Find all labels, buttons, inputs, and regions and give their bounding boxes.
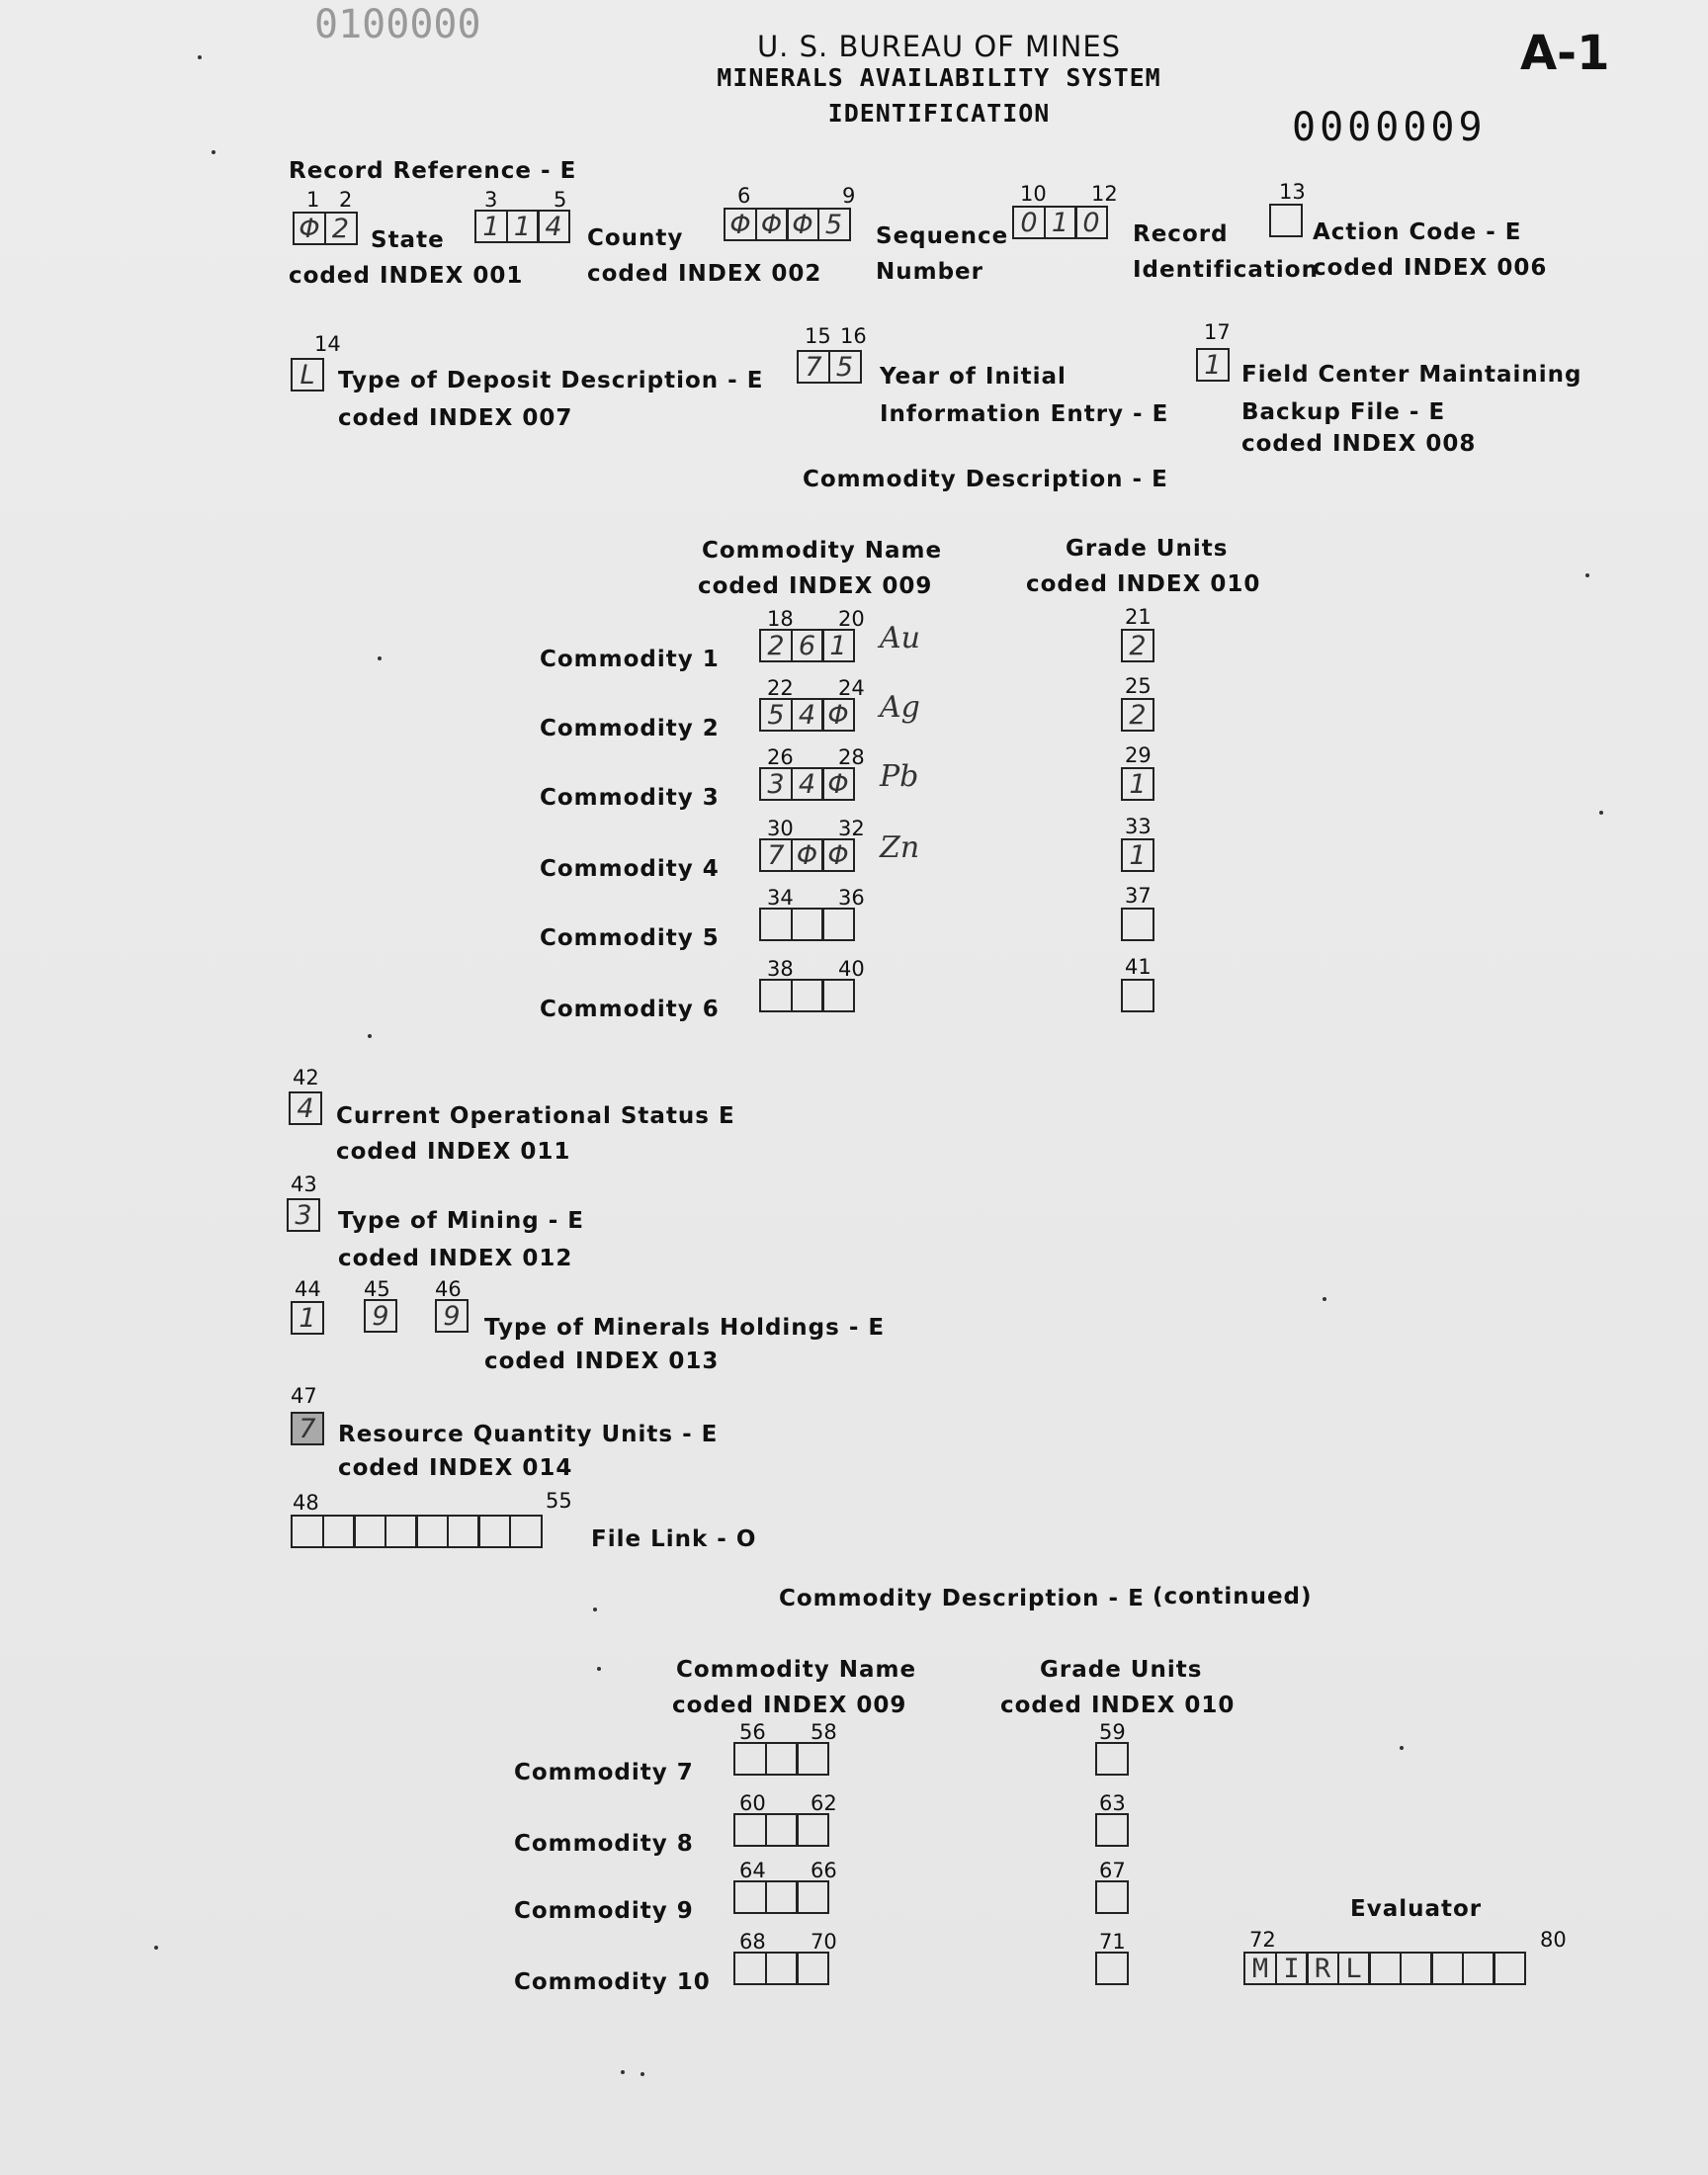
col-number: 66 bbox=[811, 1859, 837, 1882]
evaluator-cell[interactable] bbox=[1368, 1952, 1402, 1985]
entry-cell[interactable]: 5 bbox=[828, 350, 862, 384]
grade-unit-cell[interactable] bbox=[1095, 1813, 1129, 1847]
col-number: 12 bbox=[1091, 182, 1118, 206]
col-number: 5 bbox=[554, 188, 567, 212]
entry-cell[interactable] bbox=[759, 979, 793, 1012]
header-line3: IDENTIFICATION bbox=[827, 99, 1051, 128]
entry-cell[interactable]: 5 bbox=[817, 208, 851, 241]
col-number: 25 bbox=[1125, 674, 1152, 698]
col-number: 36 bbox=[838, 886, 865, 910]
commodity-row-label: Commodity 3 bbox=[540, 785, 720, 811]
speck bbox=[198, 55, 202, 59]
commodity-name-index-2: coded INDEX 009 bbox=[672, 1693, 907, 1718]
commodity-row-label: Commodity 1 bbox=[540, 647, 720, 672]
entry-cell[interactable] bbox=[291, 1515, 324, 1548]
speck bbox=[621, 2070, 625, 2074]
col-number: 26 bbox=[767, 745, 794, 769]
entry-cell[interactable]: Φ bbox=[821, 767, 855, 801]
sequence-cells bbox=[724, 208, 851, 241]
commodity-code-cells bbox=[733, 1952, 829, 1985]
status-label: Current Operational Status E bbox=[336, 1103, 735, 1129]
speck bbox=[154, 1946, 158, 1950]
holdings-cell[interactable]: 1 bbox=[291, 1301, 324, 1335]
grade-units-index-2: coded INDEX 010 bbox=[1000, 1693, 1236, 1718]
col-number: 63 bbox=[1099, 1791, 1126, 1815]
resource-units-cell[interactable]: 7 bbox=[291, 1412, 324, 1445]
entry-cell[interactable] bbox=[447, 1515, 480, 1548]
entry-cell[interactable]: Φ bbox=[786, 208, 819, 241]
speck bbox=[378, 656, 382, 660]
col-number: 28 bbox=[838, 745, 865, 769]
entry-cell[interactable] bbox=[477, 1515, 511, 1548]
county-label: County bbox=[587, 225, 684, 251]
commodity-code-cells bbox=[733, 1742, 829, 1776]
header-line2: MINERALS AVAILABILITY SYSTEM bbox=[717, 63, 1161, 92]
col-number: 9 bbox=[842, 184, 856, 208]
commodity-code-cells bbox=[759, 629, 855, 662]
state-index: coded INDEX 001 bbox=[289, 263, 524, 289]
entry-cell[interactable] bbox=[791, 908, 824, 941]
grade-unit-cell[interactable]: 1 bbox=[1121, 838, 1154, 872]
col-number: 41 bbox=[1125, 955, 1152, 979]
grade-unit-cell[interactable]: 2 bbox=[1121, 629, 1154, 662]
col-number: 45 bbox=[364, 1277, 390, 1301]
entry-cell[interactable]: 4 bbox=[537, 210, 570, 243]
mining-cell[interactable]: 3 bbox=[287, 1198, 320, 1232]
entry-cell[interactable]: 2 bbox=[324, 212, 358, 245]
record-reference-label: Record Reference - E bbox=[289, 158, 577, 184]
col-number: 68 bbox=[739, 1930, 766, 1954]
commodity-row-label: Commodity 5 bbox=[540, 925, 720, 951]
doc-number: 0000009 bbox=[1292, 105, 1487, 150]
evaluator-cell[interactable] bbox=[1462, 1952, 1495, 1985]
speck bbox=[1400, 1746, 1404, 1750]
col-number: 29 bbox=[1125, 743, 1152, 767]
col-number: 47 bbox=[291, 1384, 317, 1408]
col-number: 38 bbox=[767, 957, 794, 981]
col-number: 59 bbox=[1099, 1720, 1126, 1744]
field-center-label-2: Backup File - E bbox=[1241, 399, 1446, 425]
grade-unit-cell[interactable] bbox=[1121, 979, 1154, 1012]
evaluator-cells bbox=[1243, 1952, 1526, 1985]
col-number: 13 bbox=[1279, 180, 1306, 204]
mining-index: coded INDEX 012 bbox=[338, 1246, 573, 1271]
col-number: 14 bbox=[314, 332, 341, 356]
year-label-2: Information Entry - E bbox=[880, 401, 1169, 427]
evaluator-cell[interactable]: M bbox=[1243, 1952, 1277, 1985]
state-label: State bbox=[371, 227, 445, 253]
county-cells bbox=[474, 210, 570, 243]
entry-cell[interactable] bbox=[796, 1813, 829, 1847]
file-link-cells bbox=[291, 1515, 543, 1548]
col-number: 24 bbox=[838, 676, 865, 700]
entry-cell[interactable]: 4 bbox=[791, 767, 824, 801]
entry-cell[interactable]: 7 bbox=[759, 838, 793, 872]
entry-cell[interactable]: Φ bbox=[791, 838, 824, 872]
deposit-label: Type of Deposit Description - E bbox=[338, 368, 764, 393]
col-number: 3 bbox=[484, 188, 498, 212]
evaluator-cell[interactable] bbox=[1493, 1952, 1526, 1985]
col-number: 60 bbox=[739, 1791, 766, 1815]
commodity-row-label: Commodity 2 bbox=[540, 716, 720, 741]
handwritten-note: Au bbox=[880, 621, 920, 655]
grade-unit-cell[interactable] bbox=[1095, 1952, 1129, 1985]
entry-cell[interactable] bbox=[733, 1742, 767, 1776]
commodity-code-cells bbox=[733, 1813, 829, 1847]
holdings-cell[interactable]: 9 bbox=[435, 1299, 469, 1333]
entry-cell[interactable] bbox=[791, 979, 824, 1012]
col-number: 16 bbox=[840, 324, 867, 348]
entry-cell[interactable] bbox=[509, 1515, 543, 1548]
entry-cell[interactable]: 1 bbox=[506, 210, 540, 243]
entry-cell[interactable] bbox=[353, 1515, 386, 1548]
grade-unit-cell[interactable]: 1 bbox=[1121, 767, 1154, 801]
status-cell[interactable]: 4 bbox=[289, 1091, 322, 1125]
resource-units-index: coded INDEX 014 bbox=[338, 1455, 573, 1481]
entry-cell[interactable] bbox=[765, 1952, 799, 1985]
speck bbox=[640, 2072, 644, 2076]
commodity-row-label: Commodity 6 bbox=[540, 997, 720, 1022]
entry-cell[interactable] bbox=[765, 1742, 799, 1776]
entry-cell[interactable]: Φ bbox=[724, 208, 757, 241]
entry-cell[interactable]: 4 bbox=[791, 698, 824, 732]
entry-cell[interactable] bbox=[733, 1952, 767, 1985]
grade-units-index: coded INDEX 010 bbox=[1026, 571, 1261, 597]
col-number: 56 bbox=[739, 1720, 766, 1744]
commodity-code-cells bbox=[733, 1880, 829, 1914]
entry-cell[interactable]: 1 bbox=[1044, 206, 1077, 239]
col-number: 67 bbox=[1099, 1859, 1126, 1882]
col-number: 43 bbox=[291, 1173, 317, 1196]
col-number: 37 bbox=[1125, 884, 1152, 908]
col-number: 6 bbox=[737, 184, 751, 208]
col-number: 72 bbox=[1249, 1928, 1276, 1952]
entry-cell[interactable] bbox=[796, 1952, 829, 1985]
deposit-index: coded INDEX 007 bbox=[338, 405, 573, 431]
entry-cell[interactable] bbox=[733, 1813, 767, 1847]
commodity-row-label: Commodity 4 bbox=[540, 856, 720, 882]
entry-cell[interactable] bbox=[384, 1515, 418, 1548]
deposit-cell[interactable]: L bbox=[291, 358, 324, 392]
header-line1: U. S. BUREAU OF MINES bbox=[756, 30, 1122, 63]
entry-cell[interactable]: 1 bbox=[821, 629, 855, 662]
commodity-name-index: coded INDEX 009 bbox=[698, 573, 933, 599]
page-id: A-1 bbox=[1520, 26, 1610, 81]
col-number: 2 bbox=[339, 188, 353, 212]
commodity-name-header-2: Commodity Name bbox=[676, 1657, 917, 1683]
mining-label: Type of Mining - E bbox=[338, 1208, 584, 1234]
commodity-code-cells bbox=[759, 767, 855, 801]
entry-cell[interactable]: 0 bbox=[1012, 206, 1046, 239]
col-number: 46 bbox=[435, 1277, 462, 1301]
commodity-code-cells bbox=[759, 698, 855, 732]
evaluator-cell[interactable] bbox=[1400, 1952, 1433, 1985]
col-number: 30 bbox=[767, 817, 794, 840]
col-number: 48 bbox=[293, 1491, 319, 1515]
year-cells bbox=[797, 350, 862, 384]
action-code-label: Action Code - E bbox=[1313, 219, 1522, 245]
file-link-label: File Link - O bbox=[591, 1526, 757, 1552]
sequence-label: Sequence bbox=[876, 223, 1009, 249]
col-number: 42 bbox=[293, 1066, 319, 1089]
field-center-cell[interactable]: 1 bbox=[1196, 348, 1230, 382]
state-cells bbox=[293, 212, 358, 245]
entry-cell[interactable]: 1 bbox=[474, 210, 508, 243]
grade-unit-cell[interactable] bbox=[1095, 1880, 1129, 1914]
col-number: 20 bbox=[838, 607, 865, 631]
col-number: 55 bbox=[546, 1489, 572, 1513]
record-label-2: Identification bbox=[1133, 257, 1319, 283]
col-number: 40 bbox=[838, 957, 865, 981]
col-number: 64 bbox=[739, 1859, 766, 1882]
entry-cell[interactable] bbox=[415, 1515, 449, 1548]
col-number: 18 bbox=[767, 607, 794, 631]
commodity-code-cells bbox=[759, 908, 855, 941]
grade-unit-cell[interactable] bbox=[1121, 908, 1154, 941]
commodity-row-label: Commodity 7 bbox=[514, 1760, 694, 1785]
col-number: 33 bbox=[1125, 815, 1152, 838]
evaluator-cell[interactable]: R bbox=[1306, 1952, 1339, 1985]
col-number: 80 bbox=[1540, 1928, 1567, 1952]
speck bbox=[1599, 811, 1603, 815]
entry-cell[interactable]: Φ bbox=[293, 212, 326, 245]
col-number: 62 bbox=[811, 1791, 837, 1815]
entry-cell[interactable]: 3 bbox=[759, 767, 793, 801]
col-number: 15 bbox=[805, 324, 831, 348]
entry-cell[interactable]: 0 bbox=[1074, 206, 1108, 239]
speck bbox=[593, 1608, 597, 1611]
entry-cell[interactable]: 5 bbox=[759, 698, 793, 732]
holdings-cell[interactable]: 9 bbox=[364, 1299, 397, 1333]
evaluator-label: Evaluator bbox=[1350, 1896, 1483, 1922]
commodity-code-cells bbox=[759, 979, 855, 1012]
commodity-continued-suffix: (continued) bbox=[1153, 1584, 1313, 1610]
grade-unit-cell[interactable] bbox=[1095, 1742, 1129, 1776]
entry-cell[interactable] bbox=[821, 979, 855, 1012]
handwritten-note: Ag bbox=[880, 690, 920, 725]
holdings-label: Type of Minerals Holdings - E bbox=[484, 1315, 886, 1341]
col-number: 44 bbox=[295, 1277, 321, 1301]
handwritten-note: Pb bbox=[880, 759, 919, 794]
speck bbox=[212, 150, 215, 154]
commodity-section-title: Commodity Description - E bbox=[803, 467, 1168, 492]
col-number: 58 bbox=[811, 1720, 837, 1744]
stamp-number: 0100000 bbox=[314, 2, 481, 47]
evaluator-cell[interactable] bbox=[1430, 1952, 1464, 1985]
county-index: coded INDEX 002 bbox=[587, 261, 822, 287]
entry-cell[interactable]: 6 bbox=[791, 629, 824, 662]
sequence-label-2: Number bbox=[876, 259, 983, 285]
col-number: 71 bbox=[1099, 1930, 1126, 1954]
resource-units-label: Resource Quantity Units - E bbox=[338, 1422, 719, 1447]
entry-cell[interactable] bbox=[821, 908, 855, 941]
evaluator-cell[interactable]: L bbox=[1337, 1952, 1371, 1985]
evaluator-cell[interactable]: I bbox=[1275, 1952, 1309, 1985]
speck bbox=[597, 1667, 601, 1671]
entry-cell[interactable]: Φ bbox=[821, 698, 855, 732]
commodity-row-label: Commodity 8 bbox=[514, 1831, 694, 1857]
commodity-row-label: Commodity 9 bbox=[514, 1898, 694, 1924]
entry-cell[interactable] bbox=[765, 1813, 799, 1847]
entry-cell[interactable]: 7 bbox=[797, 350, 830, 384]
entry-cell[interactable]: Φ bbox=[821, 838, 855, 872]
field-center-label: Field Center Maintaining bbox=[1241, 362, 1582, 388]
grade-units-header: Grade Units bbox=[1066, 536, 1229, 562]
record-id-cells bbox=[1012, 206, 1108, 239]
holdings-index: coded INDEX 013 bbox=[484, 1348, 720, 1374]
speck bbox=[1585, 573, 1589, 577]
col-number: 10 bbox=[1020, 182, 1047, 206]
col-number: 17 bbox=[1204, 320, 1231, 344]
col-number: 1 bbox=[306, 188, 320, 212]
entry-cell[interactable]: 2 bbox=[759, 629, 793, 662]
col-number: 21 bbox=[1125, 605, 1152, 629]
speck bbox=[1323, 1297, 1326, 1301]
status-index: coded INDEX 011 bbox=[336, 1139, 571, 1165]
handwritten-note: Zn bbox=[880, 830, 920, 865]
field-center-index: coded INDEX 008 bbox=[1241, 431, 1477, 457]
entry-cell[interactable] bbox=[322, 1515, 356, 1548]
action-code-cell[interactable] bbox=[1269, 204, 1303, 237]
grade-units-header-2: Grade Units bbox=[1040, 1657, 1203, 1683]
action-code-index: coded INDEX 006 bbox=[1313, 255, 1548, 281]
commodity-code-cells bbox=[759, 838, 855, 872]
entry-cell[interactable] bbox=[796, 1880, 829, 1914]
year-label: Year of Initial bbox=[880, 364, 1067, 390]
commodity-name-header: Commodity Name bbox=[702, 538, 943, 564]
col-number: 22 bbox=[767, 676, 794, 700]
col-number: 32 bbox=[838, 817, 865, 840]
record-label: Record bbox=[1133, 221, 1229, 247]
entry-cell[interactable]: Φ bbox=[755, 208, 789, 241]
commodity-continued-title: Commodity Description - E bbox=[779, 1586, 1145, 1611]
commodity-row-label: Commodity 10 bbox=[514, 1969, 711, 1995]
col-number: 70 bbox=[811, 1930, 837, 1954]
entry-cell[interactable] bbox=[759, 908, 793, 941]
grade-unit-cell[interactable]: 2 bbox=[1121, 698, 1154, 732]
entry-cell[interactable] bbox=[733, 1880, 767, 1914]
speck bbox=[368, 1034, 372, 1038]
entry-cell[interactable] bbox=[796, 1742, 829, 1776]
col-number: 34 bbox=[767, 886, 794, 910]
entry-cell[interactable] bbox=[765, 1880, 799, 1914]
